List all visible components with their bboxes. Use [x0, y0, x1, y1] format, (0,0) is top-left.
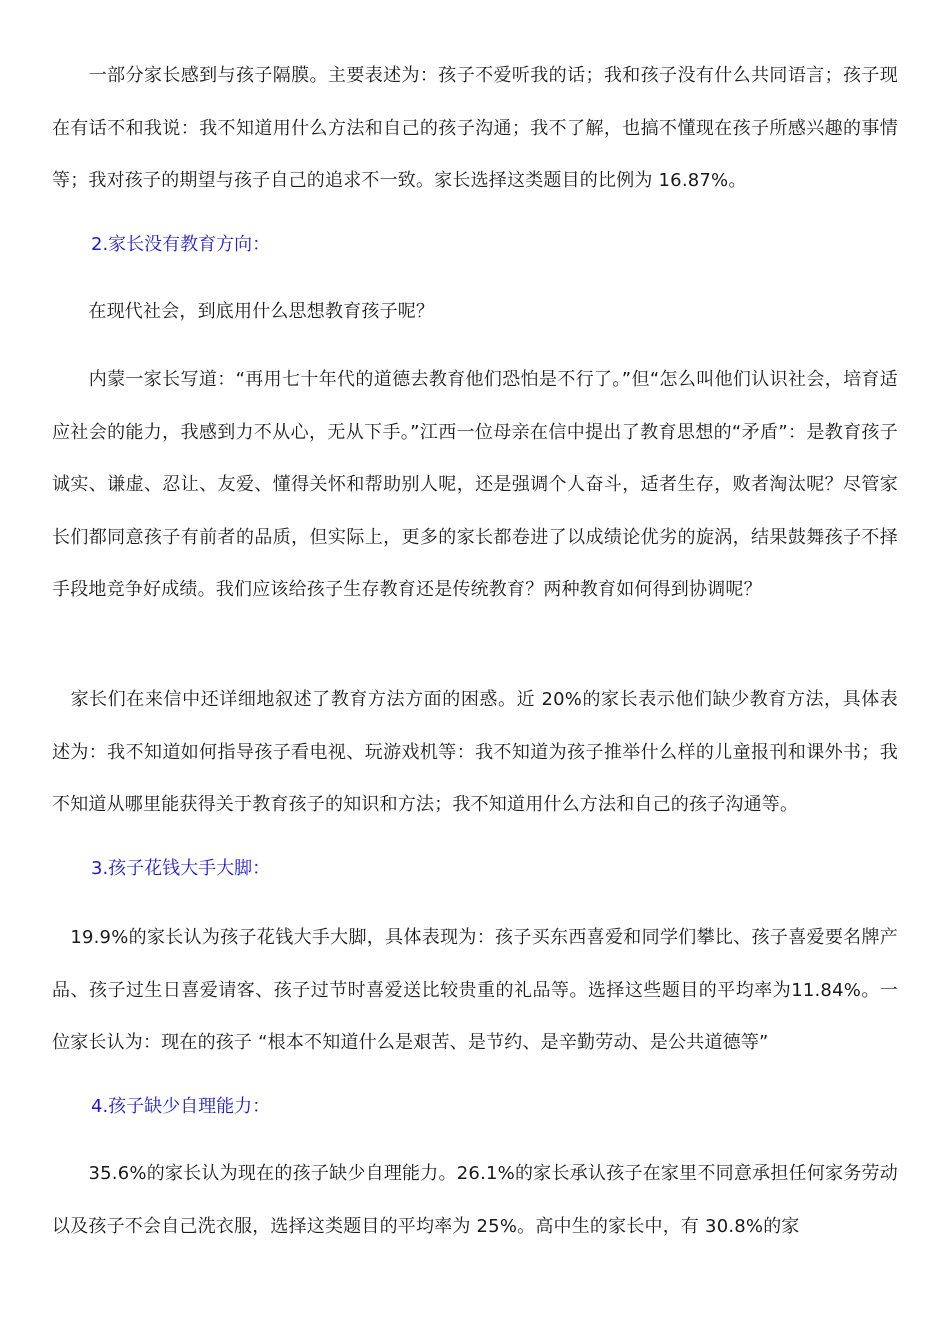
- heading-lack-self-care: 4.孩子缺少自理能力：: [91, 1096, 271, 1117]
- paragraph-spending-habits: 19.9%的家长认为孩子花钱大手大脚，具体表现为：孩子买东西喜爱和同学们攀比、孩子喜爱要名牌产品、孩子过生日喜爱请客、孩子过节时喜爱送比较贵重的礼品等。选择这些题目的平均率为11.84%。一位家长认为：现在的孩子 “根本不知道什么是艰苦、是节约、是辛勤劳动、是公共道德等”: [52, 927, 898, 1053]
- heading-spending-lavishly: 3.孩子花钱大手大脚：: [91, 858, 271, 879]
- paragraph-education-methods: 家长们在来信中还详细地叙述了教育方法方面的困惑。近 20%的家长表示他们缺少教育方法，具体表述为：我不知道如何指导孩子看电视、玩游戏机等：我不知道为孩子推举什么样的儿童报刊和课外书；我不知道从哪里能获得关于教育孩子的知识和方法；我不知道用什么方法和自己的孩子沟通等。: [52, 689, 898, 815]
- paragraph-self-care-ability: 35.6%的家长认为现在的孩子缺少自理能力。26.1%的家长承认孩子在家里不同意承担任何家务劳动以及孩子不会自己洗衣服，选择这类题目的平均率为 25%。高中生的家长中，有 30.8%的家: [52, 1163, 898, 1237]
- paragraph-education-contradiction: 内蒙一家长写道：“再用七十年代的道德去教育他们恐怕是不行了。”但“怎么叫他们认识社会，培育适应社会的能力，我感到力不从心，无从下手。”江西一位母亲在信中提出了教育思想的“矛盾”：是教育孩子诚实、谦虚、忍让、友爱、懂得关怀和帮助别人呢，还是强调个人奋斗，适者生存，败者淘汰呢？尽管家长们都同意孩子有前者的品质，但实际上，更多的家长都卷进了以成绩论优劣的旋涡，结果鼓舞孩子不择手段地竞争好成绩。我们应该给孩子生存教育还是传统教育？两种教育如何得到协调呢？: [52, 369, 898, 600]
- paragraph-parent-child-gap: 一部分家长感到与孩子隔膜。主要表述为：孩子不爱听我的话；我和孩子没有什么共同语言；孩子现在有话不和我说：我不知道用什么方法和自己的孩子沟通；我不了解，也搞不懂现在孩子所感兴趣的事情等；我对孩子的期望与孩子自己的追求不一致。家长选择这类题目的比例为 16.87%。: [52, 65, 898, 191]
- heading-no-education-direction: 2.家长没有教育方向：: [91, 234, 271, 255]
- paragraph-modern-society-question: 在现代社会，到底用什么思想教育孩子呢？: [52, 301, 435, 322]
